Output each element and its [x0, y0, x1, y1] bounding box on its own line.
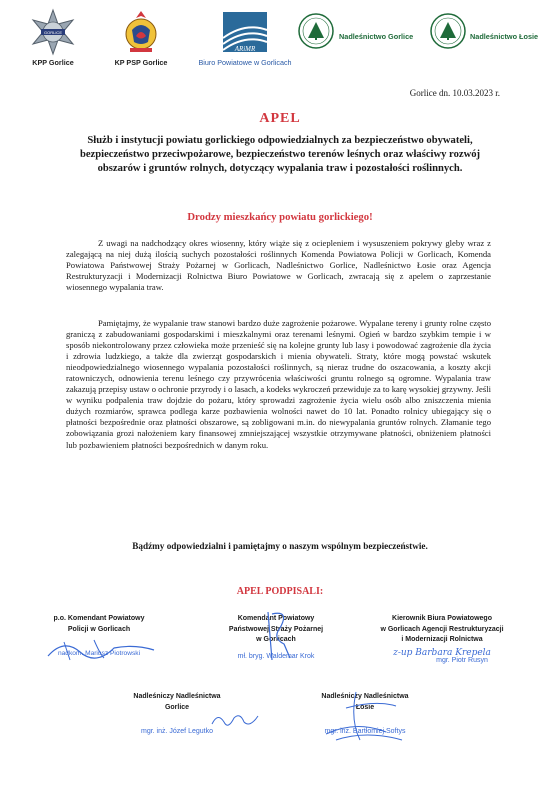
- psp-logo: [106, 8, 176, 67]
- signed-header: APEL PODPISALI:: [236, 586, 324, 597]
- arimr-logo: [190, 8, 300, 67]
- signatory-name: mgr. inż. Józef Legutko: [141, 728, 213, 735]
- arimr-caption: Biuro Powiatowe w Gorlicach: [198, 58, 292, 67]
- signatory-title-line: Gorlice: [164, 703, 190, 711]
- greeting: Drodzy mieszkańcy powiatu gorlickiego!: [187, 211, 373, 223]
- body-paragraph-2: [66, 318, 491, 451]
- arimr-mark-text: ARiMR: [234, 45, 256, 53]
- document-date: Gorlice dn. 10.03.2023 r.: [409, 88, 500, 98]
- signatory-title-line: Państwowej Straży Pożarnej: [228, 625, 324, 633]
- kpp-caption: KPP Gorlice: [32, 58, 74, 67]
- signatory-title-line: Nadleśniczy Nadleśnictwa: [321, 693, 409, 700]
- fire-brigade-emblem-icon: [116, 8, 166, 58]
- arimr-field-icon: [219, 8, 271, 58]
- state-forests-emblem-icon: [297, 12, 335, 50]
- document-title: APEL: [259, 111, 301, 126]
- signature-scribble: [316, 690, 406, 746]
- signatory-name: mł. bryg. Waldemar Krok: [237, 652, 315, 660]
- lasy-gorlice-name: Nadleśnictwo Gorlice: [339, 32, 414, 41]
- signatory-arimr: [362, 614, 522, 667]
- signature-scribble: [44, 634, 164, 664]
- signatory-name: mgr. Piotr Rusyn: [436, 657, 488, 664]
- lasy-gorlice-logo: [296, 12, 336, 50]
- closing-statement: Bądźmy odpowiedzialni i pamiętajmy o naszym wspólnym bezpieczeństwie.: [132, 541, 428, 551]
- kpp-logo: [22, 8, 84, 67]
- document-heading: Służb i instytucji powiatu gorlickiego odpowiedzialnych za bezpieczeństwo obywateli, bezpieczeństwo przeciwpożarowe, bezpieczeństwo terenów leśnych oraz właściwy rozwój obszarów i gruntów rolnych, dotyczący wypalania traw i pozostałości roślinnych.: [79, 135, 481, 174]
- body-paragraph-1: [66, 238, 491, 293]
- handwritten-note: z-up Barbara Krepela: [393, 647, 491, 658]
- signatory-title-line: Policji w Gorlicach: [67, 625, 131, 633]
- logos-row: [0, 6, 560, 78]
- signatory-title-line: w Gorlicach Agencji Restrukturyzacji: [380, 625, 504, 633]
- state-forests-emblem-icon: [429, 12, 467, 50]
- paragraph-text: Pamiętajmy, że wypalanie traw stanowi bardzo duże zagrożenie pożarowe. Wypalane tereny i grunty rolne często graniczą z zabudowaniami gospodarskimi i mieszkalnymi oraz terenami leśnymi. Ogień w bardzo szybkim tempie i w sposób niekontrolowany przez człowieka może przenieść się na kolejne grunty lub lasy i powodować zagrożenie dla życia i zdrowia ludzkiego, a także dla zwierząt gospodarskich i mienia obywateli. Straty, które mogą powstać wskutek nieodpowiedzialnego wiosennego wypalania pozostałości roślinnych, są nieraz trudne do oszacowania, a koszty akcji ratowniczych, odnowienia terenu leśnego czy przywrócenia właściwości gruntu rolnego są ogromne. Wypalania traw zakazują przepisy ustaw o ochronie przyrody i o lasach, a kodeks wykroczeń przewiduje za to karę wysokiej grzywny. Jeśli w wyniku podpalenia traw dojdzie do pożaru, który sprowadzi zagrożenie życia wielu osób albo zniszczenia mienia dużych rozmiarów, sprawca podlega karze pozbawienia wolności nawet do 10 lat. Ponadto rolnicy ubiegający się o płatności bezpośrednie oraz płatności obszarowe, są zobligowani m.in. do niewypalania gruntów rolnych. Złamanie tego zobowiązania grozi nałożeniem kary finansowej zmniejszającej wszystkie otrzymywane płatności, obniżeniem płatności lub pozbawieniem płatności bezpośrednich w danym roku.: [66, 318, 491, 450]
- kpp-badge-text: GORLICE: [43, 30, 63, 35]
- police-star-icon: [25, 8, 81, 58]
- lasy-losie-name: Nadleśnictwo Łosie: [470, 32, 539, 41]
- paragraph-text: Z uwagi na nadchodzący okres wiosenny, który wiąże się z ociepleniem i wysuszeniem pokrywy gleby wraz z zalegającą na niej dużą ilością suchych pozostałości roślinnych Komenda Powiatowa Policji w Gorlicach, Komenda Powiatowa Państwowej Straży Pożarnej w Gorlicach, Nadleśnictwo Gorlice, Nadleśnictwo Łosie oraz Agencja Restrukturyzacji i Modernizacji Rolnictwa Biuro Powiatowe w Gorlicach, zwracają się z apelem o zaprzestanie wiosennego wypalania traw.: [66, 238, 491, 293]
- signatory-title-line: w Gorlicach: [256, 636, 296, 643]
- signatory-title-line: Kierownik Biura Powiatowego: [392, 615, 492, 622]
- signatory-title-line: p.o. Komendant Powiatowy: [53, 615, 145, 622]
- signature-scribble: [250, 604, 310, 664]
- lasy-losie-logo: [428, 12, 468, 50]
- signatory-title-line: i Modernizacji Rolnictwa: [401, 636, 483, 643]
- signatory-name: nadkom. Mariusz Piotrowski: [57, 650, 141, 657]
- signatory-name: mgr. inż. Bartłomiej Softys: [324, 728, 406, 735]
- signatory-title-line: Nadleśniczy Nadleśnictwa: [133, 693, 221, 700]
- signatory-title-line: Komendant Powiatowy: [237, 615, 315, 622]
- psp-caption: KP PSP Gorlice: [114, 58, 168, 67]
- signatory-title-line: Łosie: [355, 703, 375, 711]
- signature-scribble: [208, 708, 268, 734]
